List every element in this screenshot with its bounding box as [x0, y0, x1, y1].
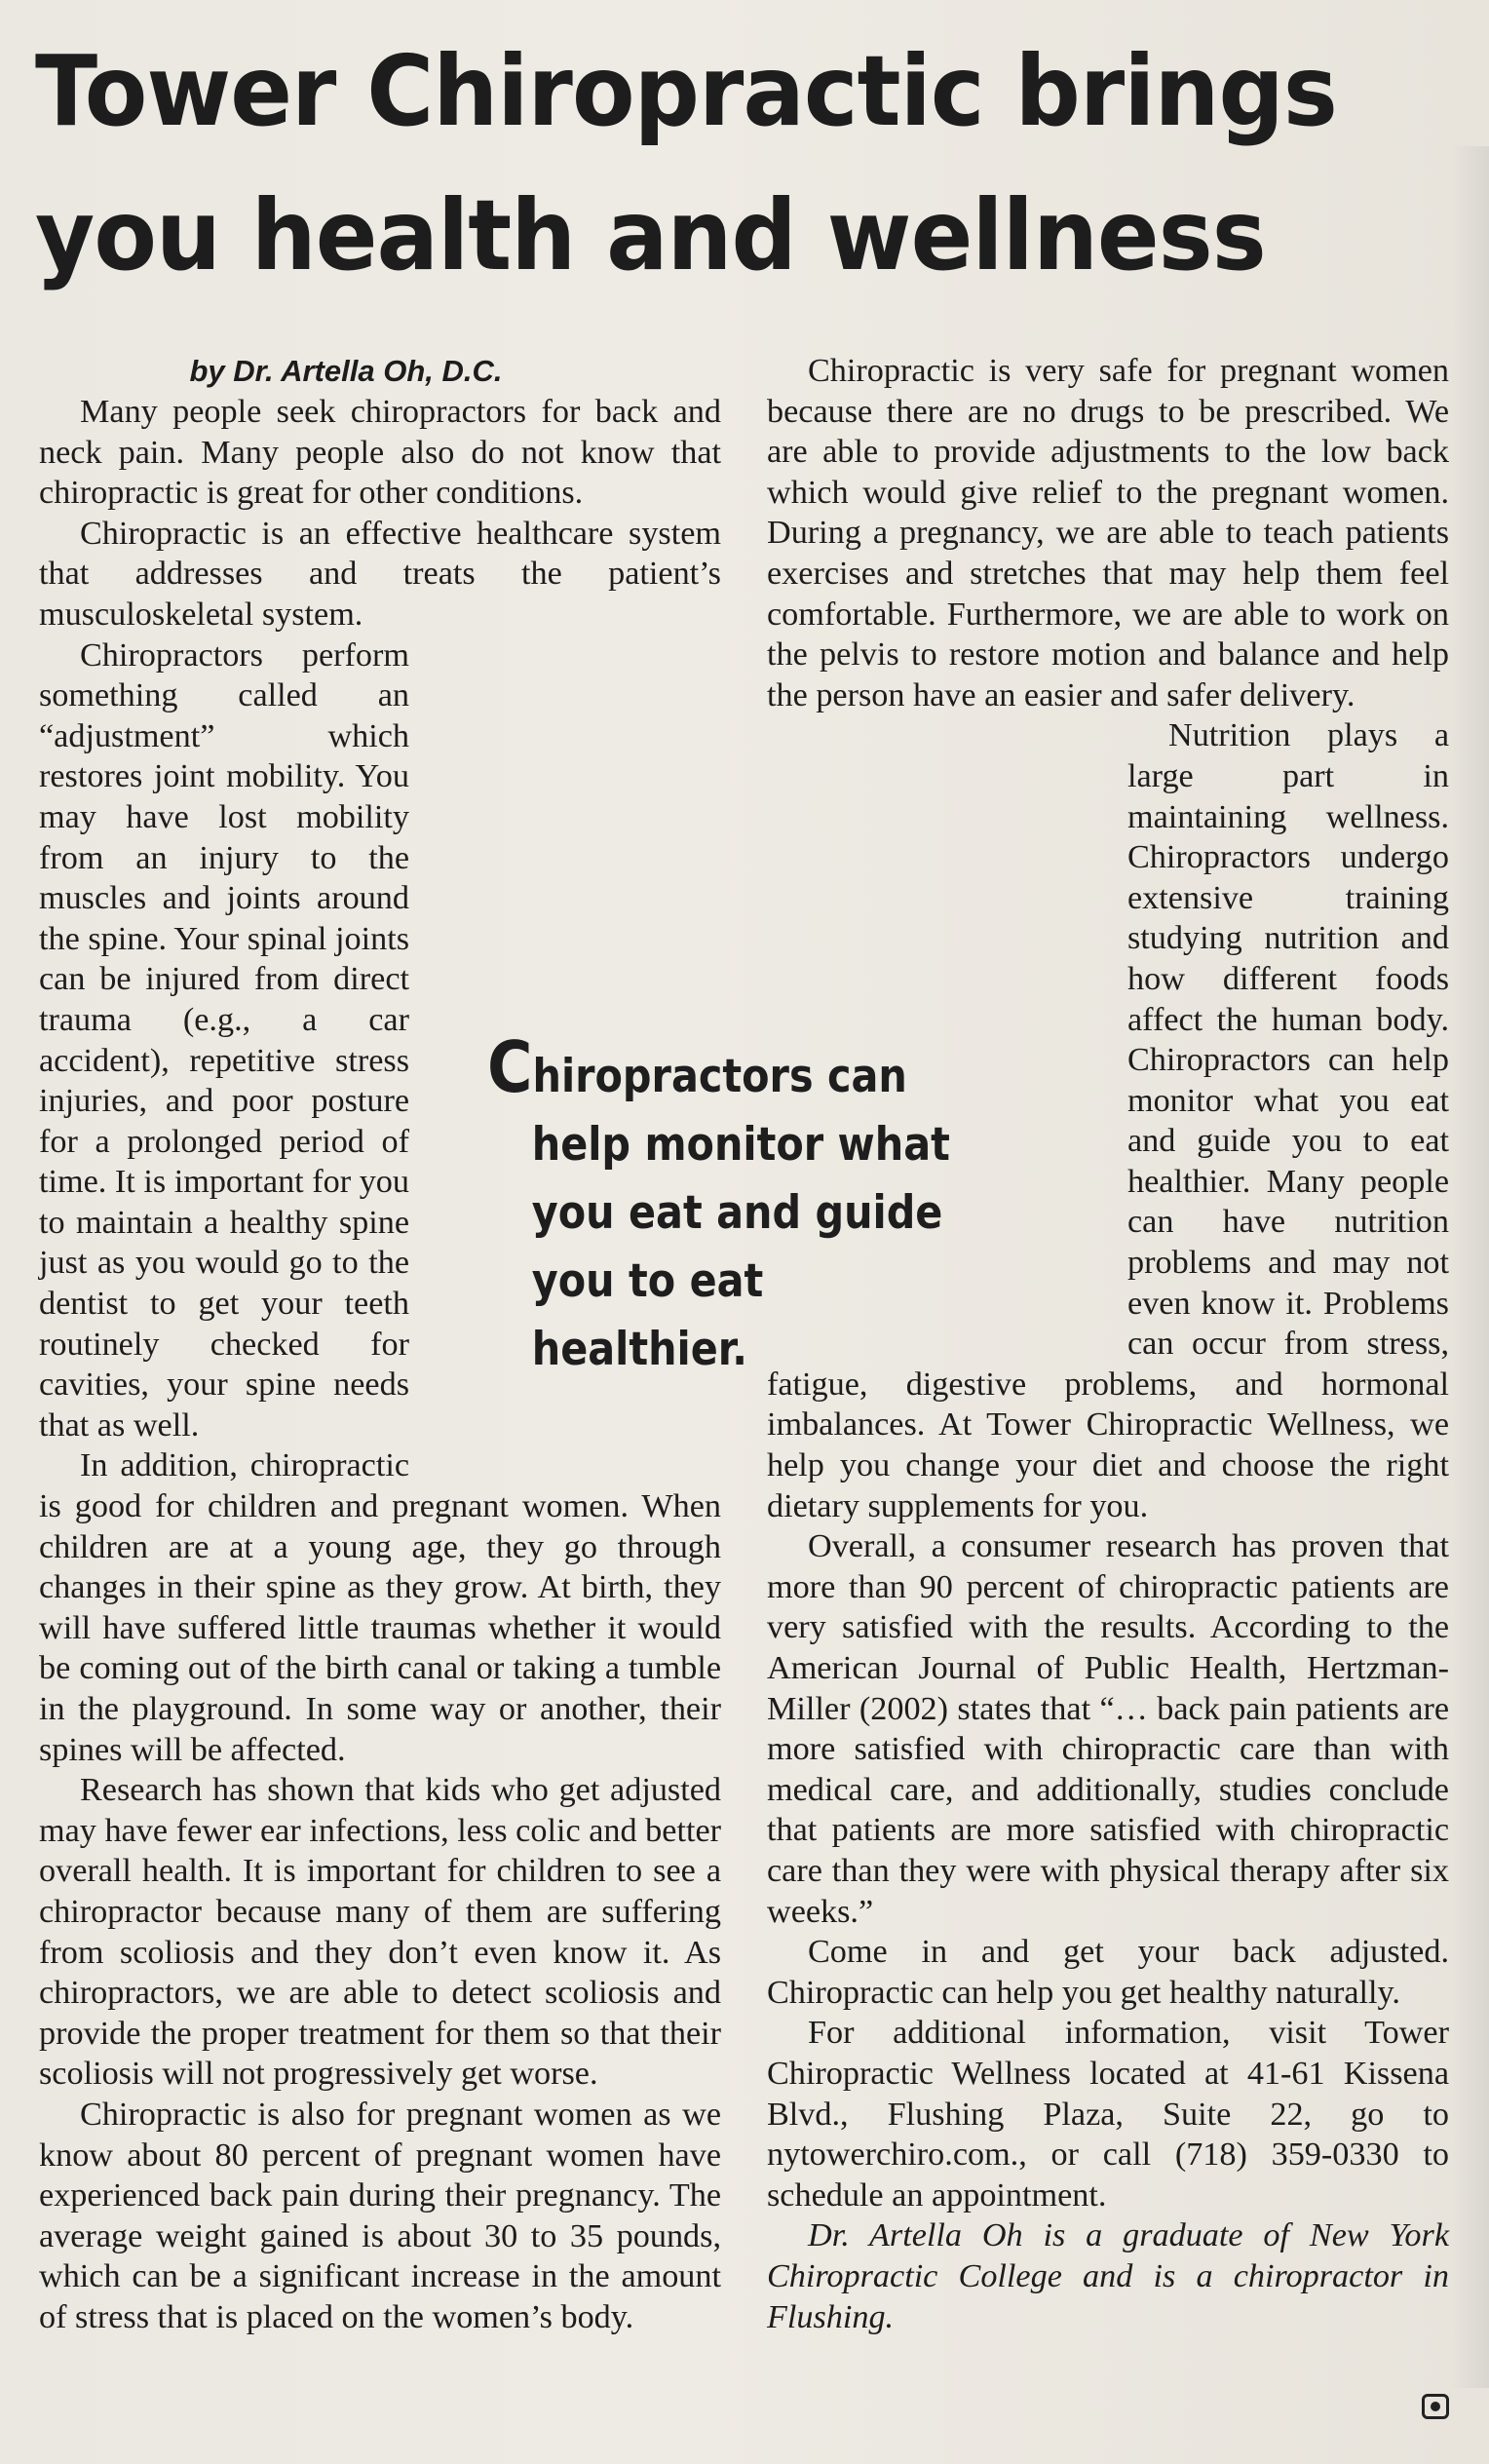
- paragraph: Chiropractic is an effective healthcare system that addresses and treats the patient’s musculoskeletal system.: [39, 515, 721, 633]
- paragraph: Nutrition plays a large part in maintaining wellness. Chiropractors undergo extensive training studying nutrition and how different foods affect the human body. Chiropractors can help monitor what you eat and guide you to eat healthier. Many people can have nutrition problems and may not even know it. Problems can occur from stress, fatigue, digestive problems, and hormonal imbalances. At Tower Chiropractic Wellness, we help you change your diet and choose the right dietary supplements for you.: [767, 717, 1449, 1524]
- paragraph: Chiropractors perform something called an “adjustment” which restores joint mobility. You may have lost mobility from an injury to the muscles and joints around the spine. Your spinal joints can be injured from direct trauma (e.g., a car accident), repetitive stress injuries, and poor posture for a prolonged period of time. It is important for you to maintain a healthy spine just as you would go to the dentist to get your teeth routinely checked for cavities, your spine needs that as well.: [39, 636, 409, 1444]
- paragraph: Many people seek chiropractors for back and neck pain. Many people also do not know that chiropractic is great for other conditions.: [39, 394, 721, 512]
- paragraph: For additional information, visit Tower Chiropractic Wellness located at 41-61 Kissena Blvd., Flushing Plaza, Suite 22, go to nytowerchiro.com., or call (718) 359-0330 to schedule an appointment.: [767, 2015, 1449, 2214]
- pull-quote-line-1-text: hiropractors can: [532, 1050, 907, 1103]
- paragraph: In addition, chiropractic is good for children and pregnant women. When children are at a young age, they go through changes in their spine as they grow. At birth, they will have suffered little traumas whether it would be coming out of the birth canal or taking a tumble in the playground. In some way or another, their spines will be affected.: [39, 1447, 721, 1768]
- end-of-story-mark-icon: [1422, 2394, 1449, 2419]
- pull-quote-line-4: you to eat healthier.: [531, 1254, 764, 1376]
- paragraph: Research has shown that kids who get adjusted may have fewer ear infections, less colic and better overall health. It is important for children to see a chiropractor because many of them are suffering from scoliosis and they don’t even know it. As chiropractors, we are able to detect scoliosis and provide the proper treatment for them so that their scoliosis will not progressively get worse.: [39, 1772, 721, 2093]
- pull-quote-dropcap: C: [487, 1026, 533, 1108]
- author-bio: Dr. Artella Oh is a graduate of New York Chiropractic College and is a chiropractor in Flushing.: [767, 2217, 1449, 2335]
- paragraph: Chiropractic is also for pregnant women as we know about 80 percent of pregnant women have experienced back pain during their pregnancy. The average weight gained is about 30 to 35 pounds, which can be a significant increase in the amount of stress that is placed on the women’s body.: [39, 2096, 721, 2335]
- paragraph: Chiropractic is very safe for pregnant women because there are no drugs to be prescribed. We are able to provide adjustments to the low back which would give relief to the pregnant women. During a pregnancy, we are able to teach patients exercises and stretches that may help them feel comfortable. Furthermore, we are able to work on the pelvis to restore motion and balance and help the person have an easier and safer delivery.: [767, 353, 1449, 713]
- right-column: [767, 351, 1449, 2427]
- pull-quote-line-1: [487, 1026, 968, 1111]
- pull-quote: [487, 1026, 968, 1384]
- byline: by Dr. Artella Oh, D.C.: [189, 354, 503, 388]
- paragraph: Come in and get your back adjusted. Chiropractic can help you get healthy naturally.: [767, 1934, 1449, 2011]
- left-column: [39, 351, 721, 2427]
- article-headline: Tower Chiropractic brings you health and wellness: [35, 34, 1337, 292]
- paragraph: Overall, a consumer research has proven that more than 90 percent of chiropractic patients are very satisfied with the results. According to the American Journal of Public Health, Hertzman-Miller (2002) states that “… back pain patients are more satisfied with chiropractic care than with medical care, and additionally, studies conclude that patients are more satisfied with chiropractic care than they were with physical therapy after six weeks.”: [767, 1528, 1449, 1930]
- bleed-through-shadow: [1450, 146, 1489, 2388]
- pull-quote-line-3: you eat and guide: [531, 1186, 943, 1240]
- pull-quote-line-2: help monitor what: [531, 1118, 950, 1172]
